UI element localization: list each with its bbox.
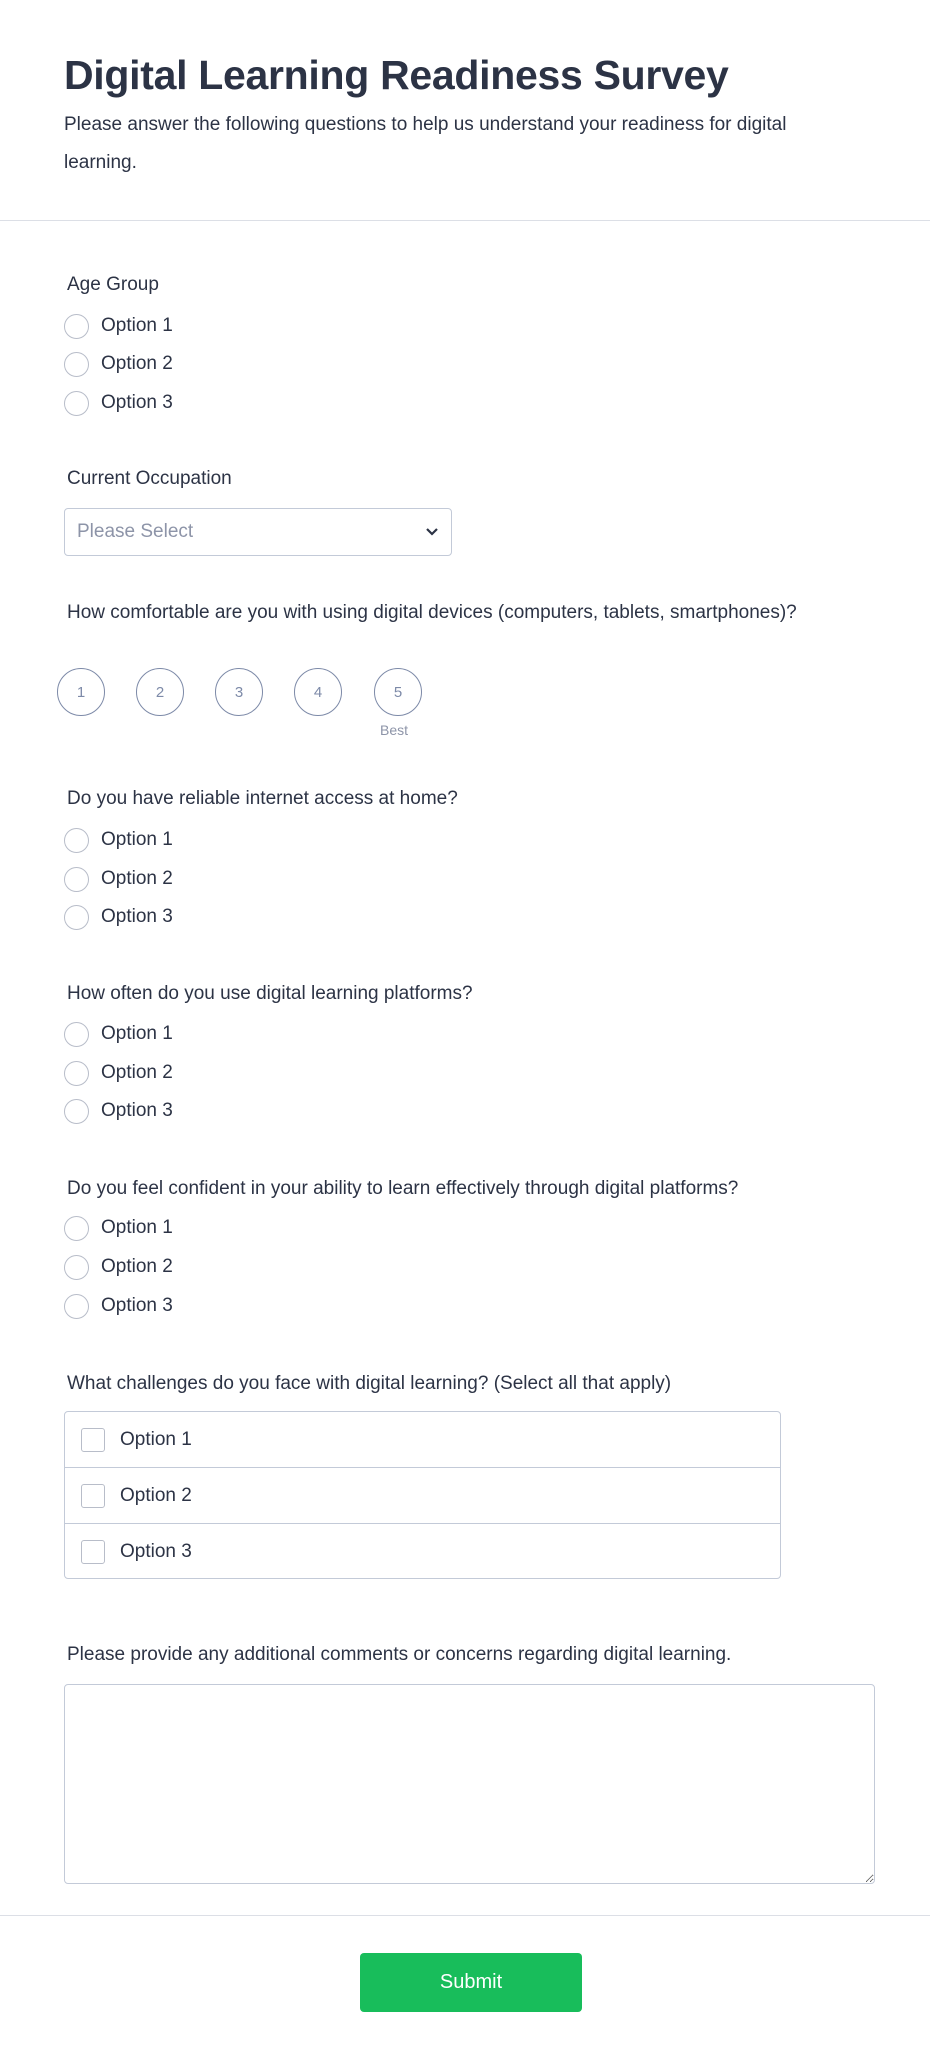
internet-option-3[interactable] (64, 904, 173, 930)
often-option-1[interactable] (64, 1021, 173, 1047)
comments-textarea[interactable] (64, 1684, 875, 1884)
radio-icon[interactable] (64, 391, 89, 416)
often-option-3[interactable] (64, 1098, 173, 1124)
radio-icon[interactable] (64, 314, 89, 339)
challenge-option-1[interactable] (65, 1412, 780, 1468)
radio-icon[interactable] (64, 1099, 89, 1124)
age-group-label: Age Group (67, 274, 159, 295)
option-label: Option 3 (101, 1295, 173, 1316)
select-placeholder: Please Select (77, 521, 194, 542)
challenges-label: What challenges do you face with digital learning? (Select all that apply) (67, 1373, 672, 1394)
confident-option-1[interactable] (64, 1215, 173, 1241)
rating-1[interactable]: 1 (57, 668, 105, 716)
confident-option-2[interactable] (64, 1254, 173, 1280)
header-divider (0, 220, 930, 221)
occupation-label: Current Occupation (67, 468, 232, 489)
comments-label: Please provide any additional comments or concerns regarding digital learning. (67, 1644, 732, 1665)
option-label: Option 1 (101, 1023, 173, 1044)
page-title: Digital Learning Readiness Survey (64, 52, 729, 98)
rating-best-label: Best (380, 722, 409, 738)
checkbox-icon[interactable] (81, 1428, 105, 1452)
rating-3[interactable]: 3 (215, 668, 263, 716)
age-option-2[interactable] (64, 351, 173, 377)
age-option-1[interactable] (64, 313, 173, 339)
rating-5[interactable]: 5 (374, 668, 422, 716)
page-subtitle: Please answer the following questions to help us understand your readiness for digital learning. (64, 114, 787, 173)
option-label: Option 2 (101, 353, 173, 374)
internet-option-1[interactable] (64, 827, 173, 853)
internet-label: Do you have reliable internet access at home? (67, 788, 458, 809)
rating-2[interactable]: 2 (136, 668, 184, 716)
confident-option-3[interactable] (64, 1293, 173, 1319)
radio-icon[interactable] (64, 1022, 89, 1047)
option-label: Option 2 (101, 868, 173, 889)
challenges-checkbox-group (64, 1411, 781, 1579)
rating-4[interactable]: 4 (294, 668, 342, 716)
option-label: Option 2 (120, 1484, 192, 1506)
confident-label: Do you feel confident in your ability to learn effectively through digital platforms? (67, 1178, 739, 1199)
option-label: Option 3 (120, 1541, 192, 1562)
radio-icon[interactable] (64, 867, 89, 892)
radio-icon[interactable] (64, 1294, 89, 1319)
option-label: Option 2 (101, 1256, 173, 1277)
radio-icon[interactable] (64, 352, 89, 377)
challenge-option-3[interactable] (65, 1524, 780, 1580)
checkbox-icon[interactable] (81, 1540, 105, 1564)
occupation-select[interactable] (64, 508, 452, 556)
comfort-label: How comfortable are you with using digital devices (computers, tablets, smartphones)? (67, 602, 797, 623)
chevron-down-icon (425, 527, 439, 537)
submit-button[interactable]: Submit (360, 1953, 582, 2012)
age-option-3[interactable] (64, 390, 173, 416)
radio-icon[interactable] (64, 905, 89, 930)
challenge-option-2[interactable] (65, 1468, 780, 1524)
checkbox-icon[interactable] (81, 1484, 105, 1508)
radio-icon[interactable] (64, 1255, 89, 1280)
option-label: Option 1 (101, 1217, 173, 1238)
radio-icon[interactable] (64, 828, 89, 853)
option-label: Option 3 (101, 1100, 173, 1121)
footer-divider (0, 1915, 930, 1916)
option-label: Option 2 (101, 1062, 173, 1083)
option-label: Option 1 (120, 1428, 192, 1450)
radio-icon[interactable] (64, 1216, 89, 1241)
often-label: How often do you use digital learning platforms? (67, 983, 473, 1004)
option-label: Option 1 (101, 315, 173, 336)
option-label: Option 1 (101, 829, 173, 850)
option-label: Option 3 (101, 906, 173, 927)
internet-option-2[interactable] (64, 866, 173, 892)
radio-icon[interactable] (64, 1061, 89, 1086)
often-option-2[interactable] (64, 1060, 173, 1086)
option-label: Option 3 (101, 392, 173, 413)
